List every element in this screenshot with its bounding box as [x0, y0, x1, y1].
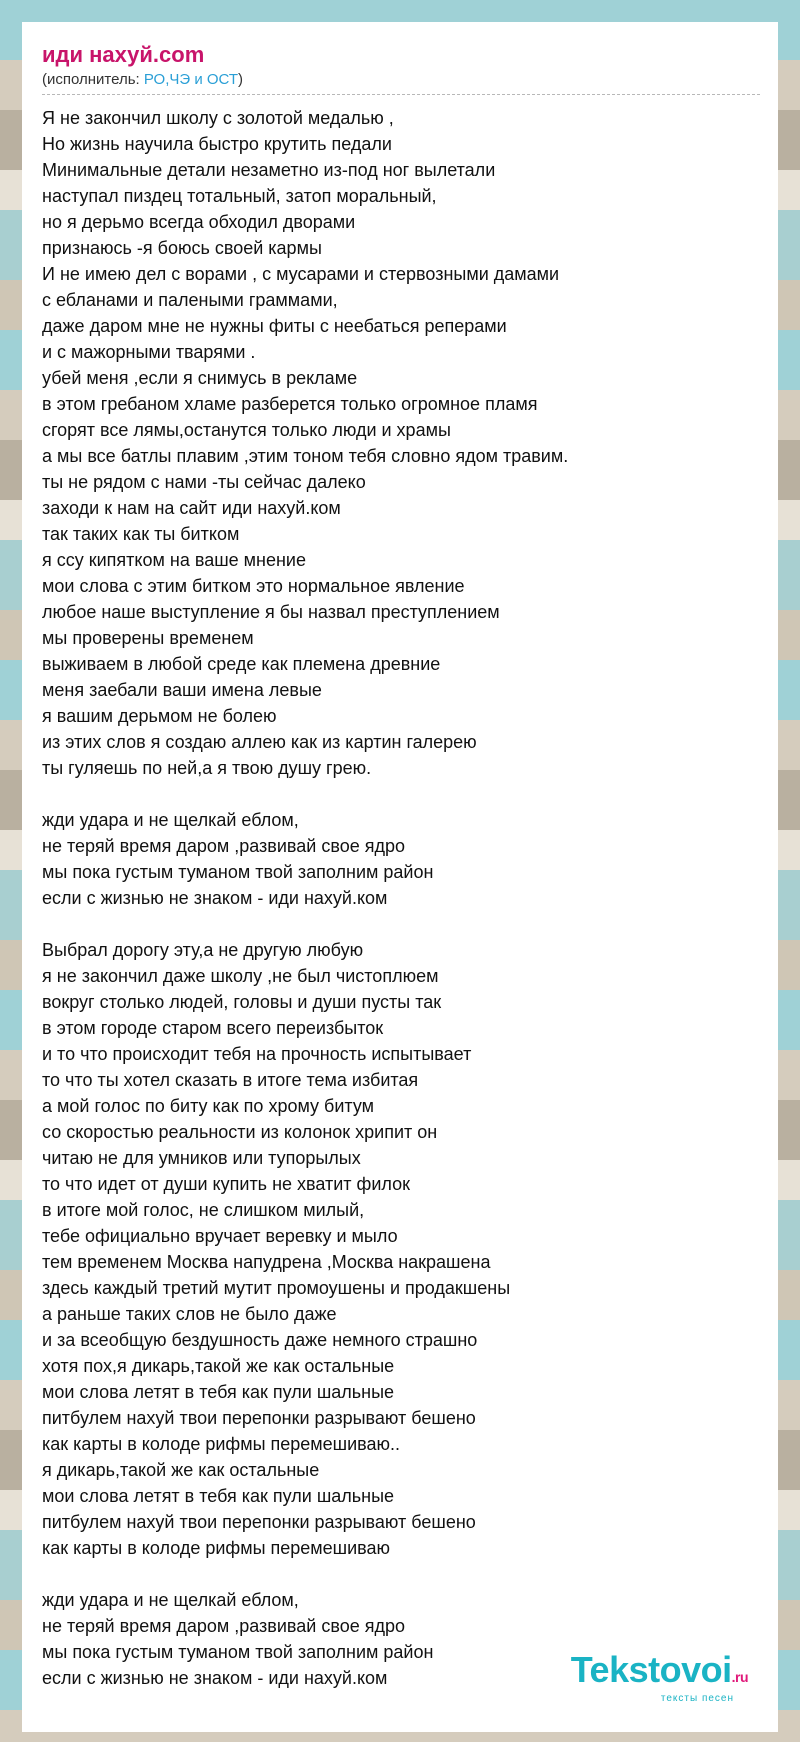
- performer-suffix: ): [238, 71, 244, 88]
- lyric-line: в итоге мой голос, не слишком милый,: [42, 1200, 365, 1220]
- performer-prefix: (исполнитель:: [42, 71, 144, 88]
- lyric-line: сгорят все лямы,останутся только люди и храмы: [42, 420, 451, 440]
- lyric-line: так таких как ты битком: [42, 524, 240, 544]
- lyric-line: а мы все батлы плавим ,этим тоном тебя словно ядом травим.: [42, 446, 569, 466]
- lyric-line: ты гуляешь по ней,а я твою душу грею.: [42, 758, 372, 778]
- lyric-line: не теряй время даром ,развивай свое ядро: [42, 1616, 406, 1636]
- song-title: иди нахуй.com: [42, 42, 205, 67]
- lyric-line: мы пока густым туманом твой заполним район: [42, 862, 434, 882]
- lyric-line: заходи к нам на сайт иди нахуй.ком: [42, 498, 341, 518]
- lyric-line: и то что происходит тебя на прочность испытывает: [42, 1044, 472, 1064]
- stanza-break: [42, 781, 758, 807]
- lyric-line: хотя пох,я дикарь,такой же как остальные: [42, 1356, 395, 1376]
- stanza-break: [42, 911, 758, 937]
- lyric-line: любое наше выступление я бы назвал преступлением: [42, 602, 500, 622]
- lyric-line: я вашим дерьмом не болею: [42, 706, 277, 726]
- lyric-line: тем временем Москва напудрена ,Москва накрашена: [42, 1252, 491, 1272]
- lyric-line: мы проверены временем: [42, 628, 254, 648]
- lyric-line: тебе официально вручает веревку и мыло: [42, 1226, 398, 1246]
- lyric-line: но я дерьмо всегда обходил дворами: [42, 212, 356, 232]
- lyric-line: с ебланами и палеными граммами,: [42, 290, 338, 310]
- lyric-line: мои слова с этим битком это нормальное явление: [42, 576, 465, 596]
- lyric-line: читаю не для умников или тупорылых: [42, 1148, 361, 1168]
- lyric-line: из этих слов я создаю аллею как из картин галерею: [42, 732, 477, 752]
- lyric-line: вокруг столько людей, головы и души пусты так: [42, 992, 442, 1012]
- lyric-line: если с жизнью не знаком - иди нахуй.ком: [42, 1668, 388, 1688]
- lyric-line: жди удара и не щелкай еблом,: [42, 810, 299, 830]
- lyric-line: как карты в колоде рифмы перемешиваю..: [42, 1434, 401, 1454]
- lyric-line: жди удара и не щелкай еблом,: [42, 1590, 299, 1610]
- performer-link[interactable]: РО,ЧЭ и ОСТ: [143, 71, 239, 88]
- lyric-line: то что идет от души купить не хватит филок: [42, 1174, 410, 1194]
- lyric-line: меня заебали ваши имена левые: [42, 680, 322, 700]
- lyric-line: питбулем нахуй твои перепонки разрывают бешено: [42, 1408, 476, 1428]
- lyric-line: признаюсь -я боюсь своей кармы: [42, 238, 322, 258]
- lyric-line: ты не рядом с нами -ты сейчас далеко: [42, 472, 366, 492]
- lyric-line: Минимальные детали незаметно из-под ног вылетали: [42, 160, 496, 180]
- lyric-line: то что ты хотел сказать в итоге тема избитая: [42, 1070, 419, 1090]
- logo-tagline: тексты песен: [660, 1693, 734, 1704]
- lyric-line: мои слова летят в тебя как пули шальные: [42, 1486, 395, 1506]
- logo-tld: .ru: [731, 1669, 748, 1685]
- lyric-line: а раньше таких слов не было даже: [42, 1304, 337, 1324]
- lyric-line: в этом гребаном хламе разберется только огромное пламя: [42, 394, 538, 414]
- logo-name: Tekstovoi: [570, 1649, 732, 1690]
- lyric-line: Я не закончил школу с золотой медалью ,: [42, 108, 394, 128]
- lyric-line: а мой голос по биту как по хрому битум: [42, 1096, 375, 1116]
- lyric-line: даже даром мне не нужны фиты с неебаться реперами: [42, 316, 507, 336]
- lyric-line: мои слова летят в тебя как пули шальные: [42, 1382, 395, 1402]
- lyric-line: как карты в колоде рифмы перемешиваю: [42, 1538, 391, 1558]
- lyric-line: я дикарь,такой же как остальные: [42, 1460, 320, 1480]
- lyric-line: наступал пиздец тотальный, затоп моральный,: [42, 186, 437, 206]
- lyric-line: Выбрал дорогу эту,а не другую любую: [42, 940, 364, 960]
- lyric-line: мы пока густым туманом твой заполним район: [42, 1642, 434, 1662]
- lyric-line: питбулем нахуй твои перепонки разрывают бешено: [42, 1512, 476, 1532]
- lyric-line: я ссу кипятком на ваше мнение: [42, 550, 306, 570]
- lyric-line: выживаем в любой среде как племена древние: [42, 654, 441, 674]
- lyric-line: в этом городе старом всего переизбыток: [42, 1018, 384, 1038]
- performer-line: [42, 70, 758, 90]
- lyric-line: со скоростью реальности из колонок хрипит он: [42, 1122, 438, 1142]
- lyrics-card: [22, 22, 778, 1732]
- lyric-line: здесь каждый третий мутит промоушены и продакшены: [42, 1278, 511, 1298]
- site-logo[interactable]: [570, 1649, 748, 1704]
- stanza-break: [42, 1561, 758, 1587]
- lyric-line: и с мажорными тварями .: [42, 342, 256, 362]
- dashed-divider: [42, 94, 760, 95]
- lyric-line: Но жизнь научила быстро крутить педали: [42, 134, 392, 154]
- lyric-line: не теряй время даром ,развивай свое ядро: [42, 836, 406, 856]
- lyrics-text: [42, 105, 758, 1691]
- lyric-line: если с жизнью не знаком - иди нахуй.ком: [42, 888, 388, 908]
- lyric-line: убей меня ,если я снимусь в рекламе: [42, 368, 358, 388]
- lyric-line: и за всеобщую бездушность даже немного страшно: [42, 1330, 478, 1350]
- lyric-line: И не имею дел с ворами , с мусарами и стервозными дамами: [42, 264, 560, 284]
- lyric-line: я не закончил даже школу ,не был чистоплюем: [42, 966, 439, 986]
